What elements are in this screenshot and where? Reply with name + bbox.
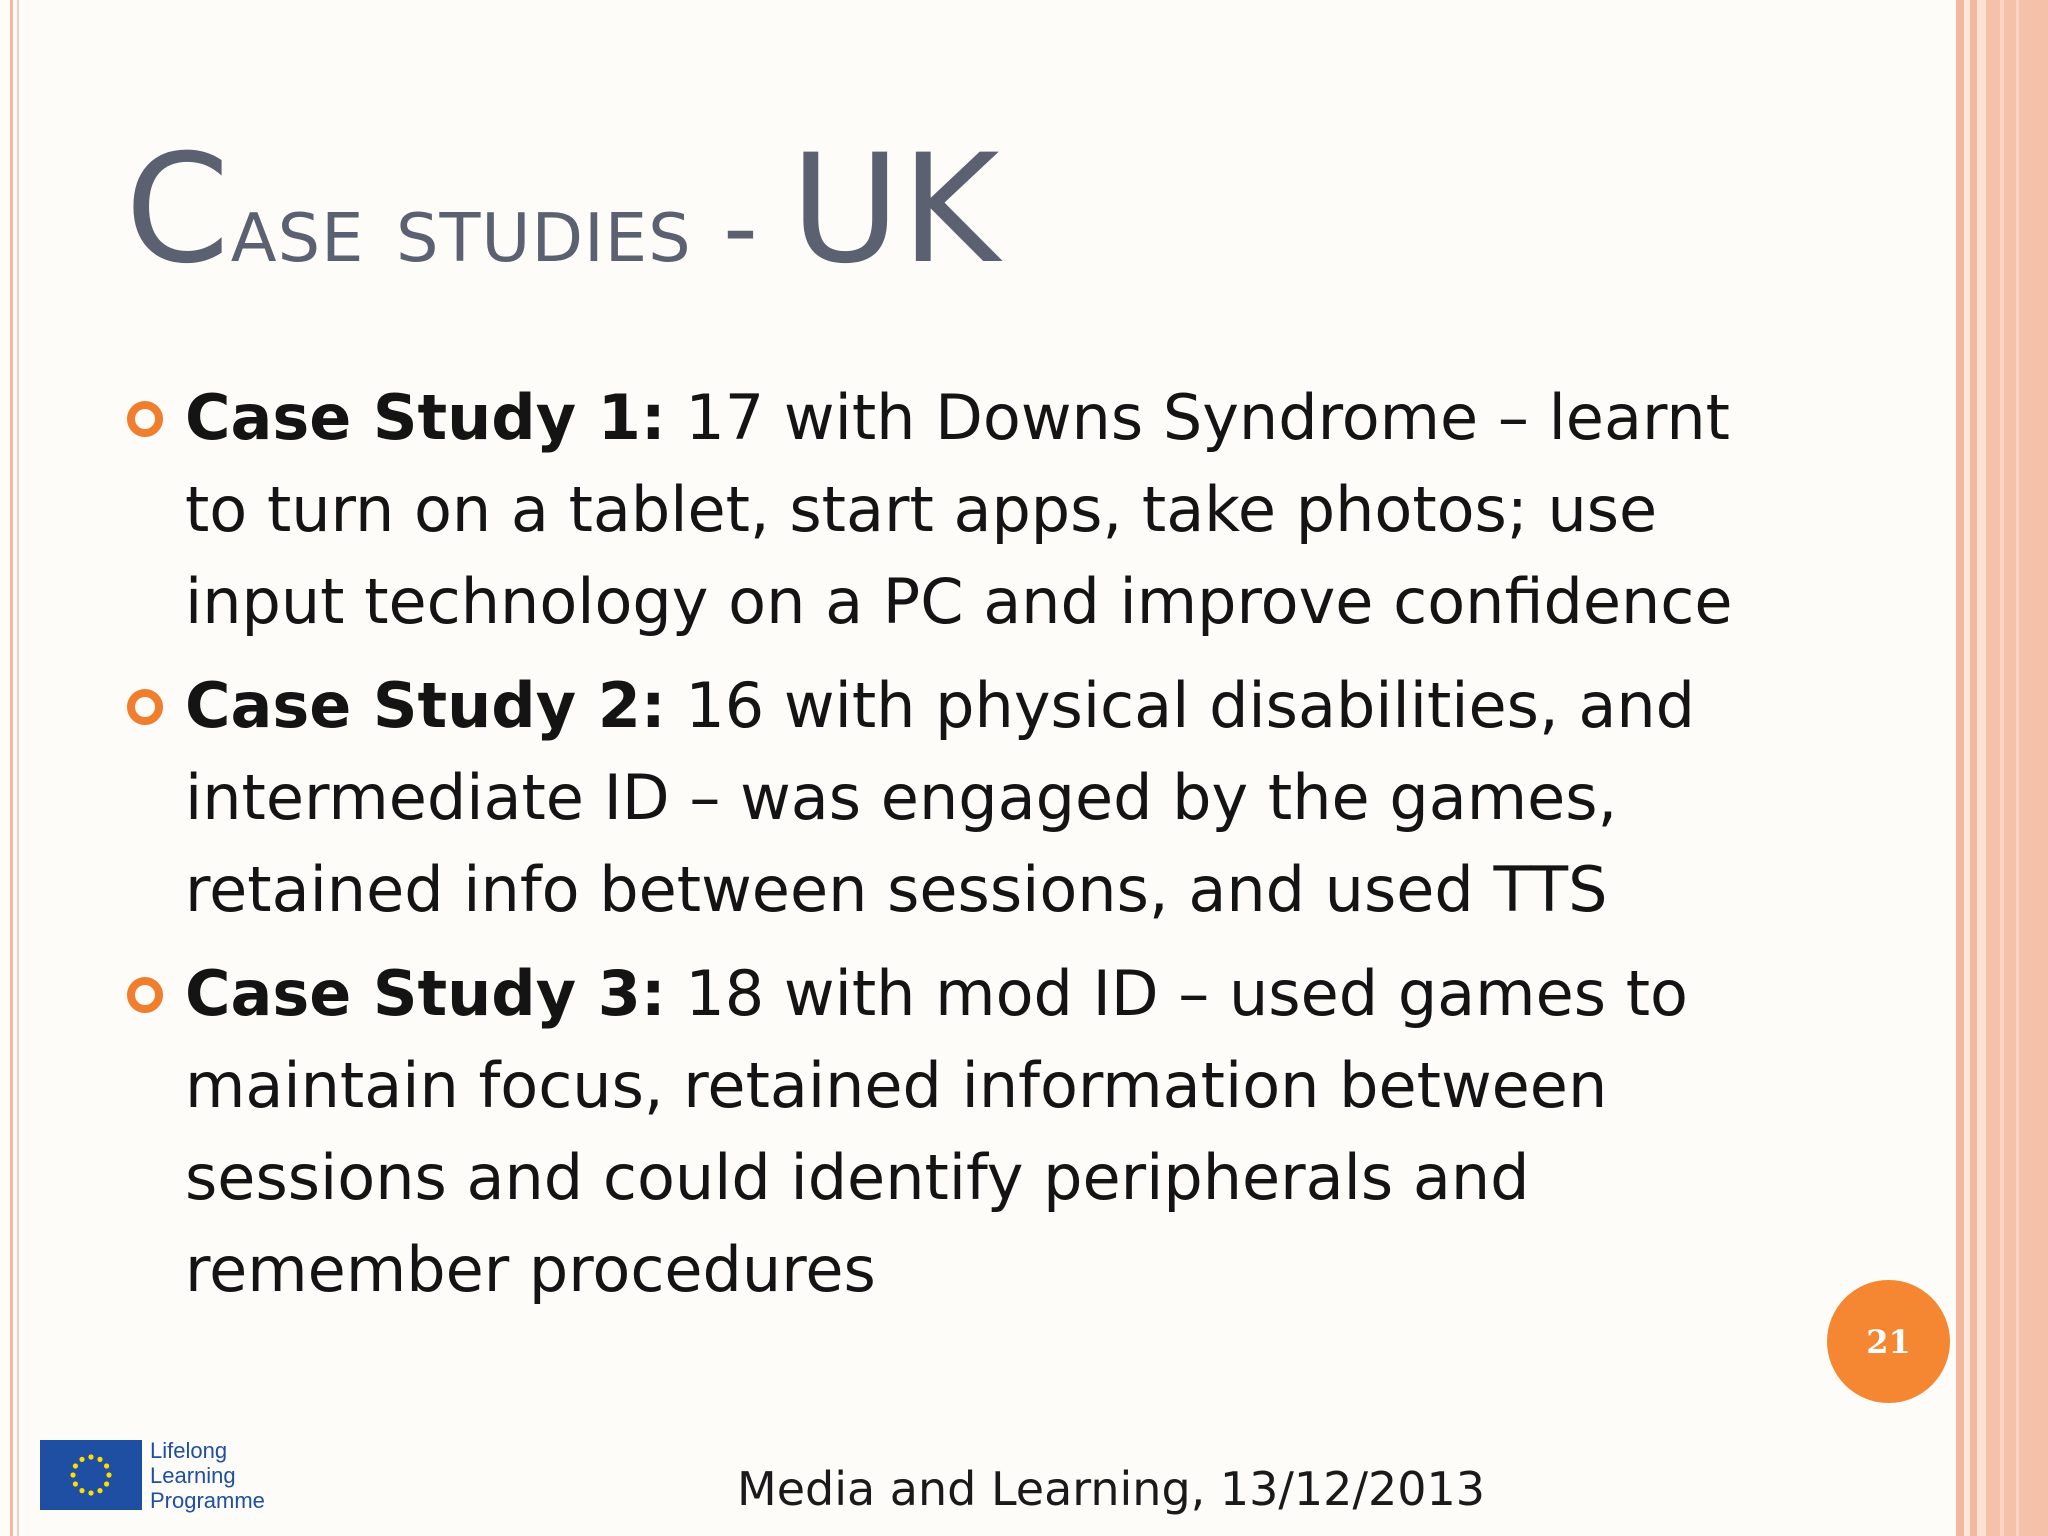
eu-flag-icon <box>40 1440 142 1510</box>
bullet-case-study-2 <box>125 660 1765 936</box>
bullet-label: Case Study 3: <box>185 957 666 1030</box>
ring-bullet-icon <box>127 977 163 1013</box>
bullet-case-study-1 <box>125 372 1765 648</box>
footer-text: Media and Learning, 13/12/2013 <box>737 1462 1486 1516</box>
slide-title <box>125 120 1001 300</box>
page-number: 21 <box>1866 1322 1911 1361</box>
ring-bullet-icon <box>127 689 163 725</box>
bullet-label: Case Study 1: <box>185 381 666 454</box>
title-first-letter: C <box>125 123 231 297</box>
case-study-list <box>125 372 1765 1328</box>
logo-line-3: Programme <box>150 1487 265 1513</box>
right-decorative-stripes <box>1956 0 2048 1536</box>
lifelong-learning-logo <box>40 1437 265 1513</box>
bullet-text: 16 with physical disabilities, and intermediate ID – was engaged by the games, retained info between sessions, and used TTS <box>185 669 1696 926</box>
page-number-badge <box>1827 1280 1950 1403</box>
logo-line-2: Learning <box>150 1462 236 1488</box>
bullet-case-study-3 <box>125 948 1765 1316</box>
logo-text <box>150 1438 265 1513</box>
logo-line-1: Lifelong <box>150 1437 228 1463</box>
bullet-label: Case Study 2: <box>185 669 666 742</box>
bullet-text: 18 with mod ID – used games to maintain focus, retained information between sessions and could identify peripherals and remember procedures <box>185 957 1688 1306</box>
ring-bullet-icon <box>127 401 163 437</box>
title-suffix: UK <box>790 123 1001 297</box>
left-border-line <box>10 0 13 1536</box>
title-text: ase studies - <box>230 172 791 284</box>
bullet-text: 17 with Downs Syndrome – learnt to turn on a tablet, start apps, take photos; use input technology on a PC and improve confidence <box>185 381 1733 638</box>
left-border-line-inner <box>17 0 19 1536</box>
